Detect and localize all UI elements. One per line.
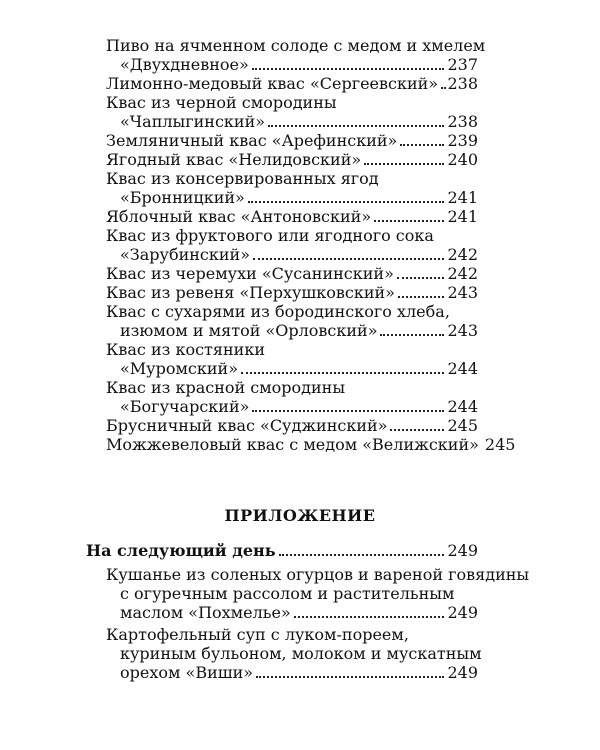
leader-dots: [390, 429, 444, 431]
toc-entry-text: Можжевеловый квас с медом «Велижский»: [106, 435, 479, 454]
toc-entry-text: «Богучарский»: [120, 397, 250, 416]
leader-dots: [279, 554, 445, 556]
toc-page-number: 245: [447, 416, 478, 435]
toc-entry-text: Ягодный квас «Нелидовский»: [106, 150, 362, 169]
toc-entry[interactable]: [0, 150, 600, 169]
toc-entry-text: изюмом и мятой «Орловский»: [120, 321, 378, 340]
toc-entry[interactable]: [0, 416, 600, 435]
leader-dots: [441, 87, 444, 89]
appendix-list: [0, 541, 600, 682]
toc-entry-text: Брусничный квас «Суджинский»: [106, 416, 388, 435]
toc-entry[interactable]: [0, 302, 600, 340]
toc-page-number: 249: [447, 541, 478, 560]
toc-entry-text: Кушанье из соленых огурцов и вареной говядины: [106, 565, 530, 584]
toc-entry-text: Квас из красной смородины: [106, 378, 346, 397]
toc-entry-text: Квас из черной смородины: [106, 93, 337, 112]
leader-dots: [374, 220, 444, 222]
toc-entry-text: орехом «Виши»: [120, 663, 254, 682]
toc-entry[interactable]: [0, 283, 600, 302]
leader-dots: [294, 616, 445, 618]
toc-entry[interactable]: [0, 131, 600, 150]
leader-dots: [241, 372, 444, 374]
toc-page-number: 240: [447, 150, 478, 169]
toc-chapter[interactable]: [0, 541, 600, 563]
leader-dots: [364, 163, 444, 165]
toc-page-number: 238: [447, 112, 478, 131]
toc-page-number: 242: [447, 245, 478, 264]
toc-entry[interactable]: [0, 264, 600, 283]
toc-entry-text: «Бронницкий»: [120, 188, 245, 207]
toc-entry-text: Квас из ревеня «Перхушковский»: [106, 283, 395, 302]
leader-dots: [397, 277, 445, 279]
leader-dots: [248, 201, 445, 203]
leader-dots: [256, 676, 444, 678]
toc-entry-text: Пиво на ячменном солоде с медом и хмелем: [106, 36, 486, 55]
leader-dots: [400, 144, 444, 146]
leader-dots: [398, 296, 444, 298]
toc-page-number: 249: [447, 663, 478, 682]
chapter-title: На следующий день: [86, 541, 276, 560]
toc-entry[interactable]: [0, 340, 600, 378]
toc-list: [0, 36, 600, 454]
toc-entry[interactable]: [0, 93, 600, 131]
toc-entry-text: «Чаплыгинский»: [120, 112, 266, 131]
toc-page-number: 244: [447, 359, 478, 378]
toc-entry-text: с огуречным рассолом и растительным: [120, 584, 455, 603]
toc-page-number: 243: [447, 283, 478, 302]
toc-page-number: 237: [447, 55, 478, 74]
leader-dots: [380, 334, 444, 336]
toc-page-number: 238: [447, 74, 478, 93]
toc-entry-text: Квас с сухарями из бородинского хлеба,: [106, 302, 450, 321]
toc-entry-text: «Двухдневное»: [120, 55, 249, 74]
appendix-title: ПРИЛОЖЕНИЕ: [224, 506, 376, 525]
toc-entry-text: маслом «Похмелье»: [120, 603, 291, 622]
toc-entry-text: Квас из костяники: [106, 340, 265, 359]
toc-entry-text: Картофельный суп с луком-пореем,: [106, 625, 409, 644]
toc-entry-text: «Зарубинский»: [120, 245, 250, 264]
toc-entry[interactable]: [0, 565, 600, 622]
toc-page-number: 241: [447, 207, 478, 226]
toc-entry[interactable]: [0, 74, 600, 93]
toc-entry-text: Квас из консервированных ягод: [106, 169, 379, 188]
leader-dots: [253, 258, 444, 260]
toc-page-number: 239: [447, 131, 478, 150]
toc-entry[interactable]: [0, 36, 600, 74]
toc-entry[interactable]: [0, 625, 600, 682]
toc-page-number: 249: [447, 603, 478, 622]
toc-entry-text: Яблочный квас «Антоновский»: [106, 207, 372, 226]
toc-entry[interactable]: [0, 207, 600, 226]
toc-entry[interactable]: [0, 169, 600, 207]
toc-entry[interactable]: [0, 435, 600, 454]
toc-entry[interactable]: [0, 378, 600, 416]
toc-page-number: 241: [447, 188, 478, 207]
leader-dots: [268, 125, 444, 127]
toc-page-number: 243: [447, 321, 478, 340]
toc-entry-text: Квас из черемухи «Сусанинский»: [106, 264, 394, 283]
toc-entry-text: куриным бульоном, молоком и мускатным: [120, 644, 482, 663]
toc-page-number: 242: [447, 264, 478, 283]
toc-entry[interactable]: [0, 226, 600, 264]
toc-entry-text: Земляничный квас «Арефинский»: [106, 131, 398, 150]
toc-entry-text: Квас из фруктового или ягодного сока: [106, 226, 434, 245]
toc-page-number: 245: [484, 435, 516, 454]
toc-entry-text: «Муромский»: [120, 359, 238, 378]
leader-dots: [252, 68, 445, 70]
leader-dots: [252, 410, 444, 412]
toc-page-number: 244: [447, 397, 478, 416]
toc-entry-text: Лимонно-медовый квас «Сергеевский»: [106, 74, 439, 93]
